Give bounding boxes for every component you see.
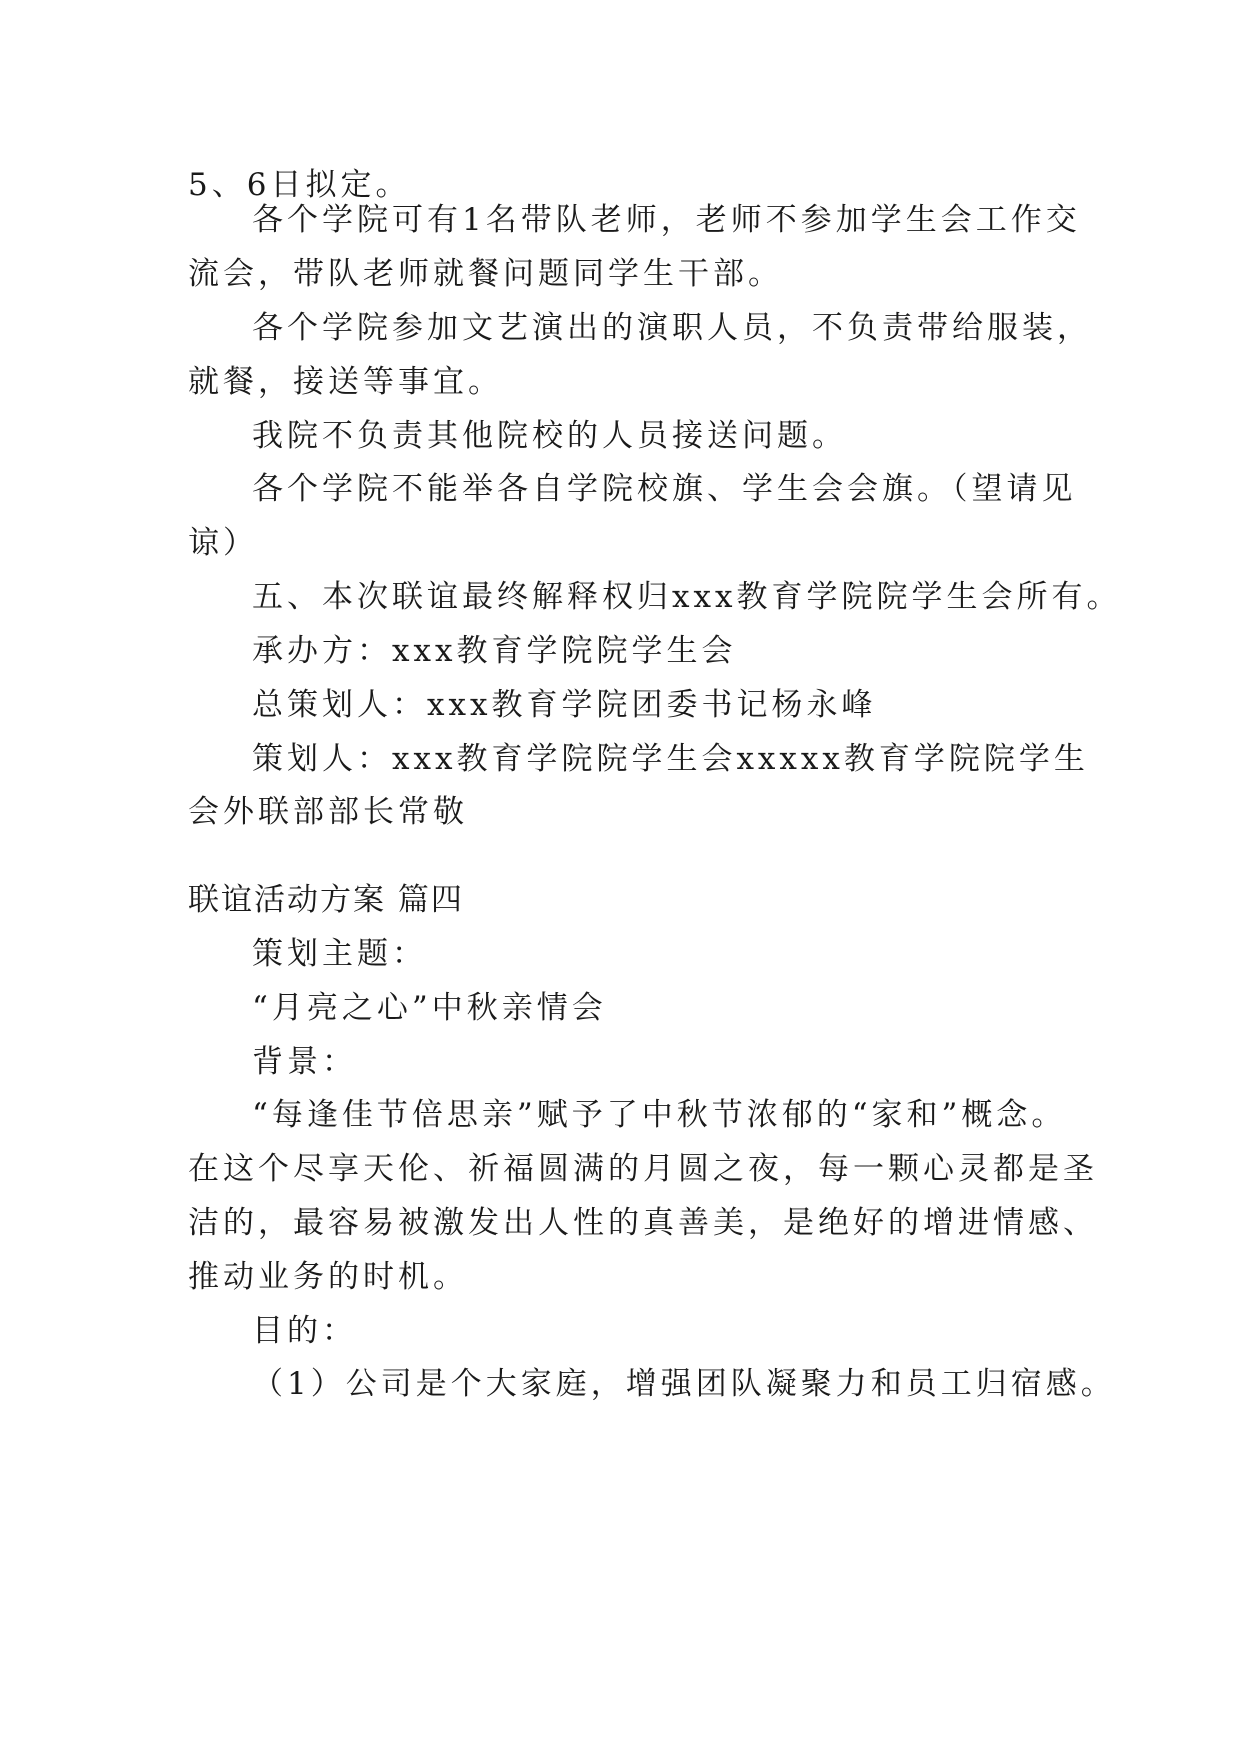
text-line-10: 承办方：xxx教育学院院学生会 <box>252 633 737 669</box>
text-line-21: 推动业务的时机。 <box>188 1259 468 1295</box>
text-line-9: 五、本次联谊最终解释权归xxx教育学院院学生会所有。 <box>252 579 1122 615</box>
text-line-17: 背景： <box>252 1044 357 1080</box>
text-line-19: 在这个尽享天伦、祈福圆满的月圆之夜，每一颗心灵都是圣 <box>188 1151 1098 1187</box>
text-line-13: 会外联部部长常敬 <box>188 794 468 830</box>
text-line-7: 各个学院不能举各自学院校旗、学生会会旗。（望请见 <box>252 471 1077 507</box>
text-line-2: 各个学院可有1名带队老师，老师不参加学生会工作交 <box>252 202 1081 238</box>
text-line-16: “月亮之心”中秋亲情会 <box>252 990 607 1026</box>
text-line-3: 流会，带队老师就餐问题同学生干部。 <box>188 256 783 292</box>
section-heading: 联谊活动方案 篇四 <box>188 882 464 918</box>
text-line-15: 策划主题： <box>252 936 427 972</box>
text-line-8: 谅） <box>188 525 258 561</box>
text-line-23: （1）公司是个大家庭，增强团队凝聚力和员工归宿感。 <box>252 1366 1116 1402</box>
text-line-20: 洁的，最容易被激发出人性的真善美，是绝好的增进情感、 <box>188 1205 1098 1241</box>
text-line-6: 我院不负责其他院校的人员接送问题。 <box>252 418 847 454</box>
text-line-1: 5、6日拟定。 <box>188 167 411 203</box>
text-line-11: 总策划人：xxx教育学院团委书记杨永峰 <box>252 687 877 723</box>
text-line-12: 策划人：xxx教育学院院学生会xxxxx教育学院院学生 <box>252 741 1089 777</box>
text-line-4: 各个学院参加文艺演出的演职人员，不负责带给服装， <box>252 310 1092 346</box>
text-line-22: 目的： <box>252 1313 357 1349</box>
text-line-5: 就餐，接送等事宜。 <box>188 364 503 400</box>
text-line-18: “每逢佳节倍思亲”赋予了中秋节浓郁的“家和”概念。 <box>252 1097 1067 1133</box>
